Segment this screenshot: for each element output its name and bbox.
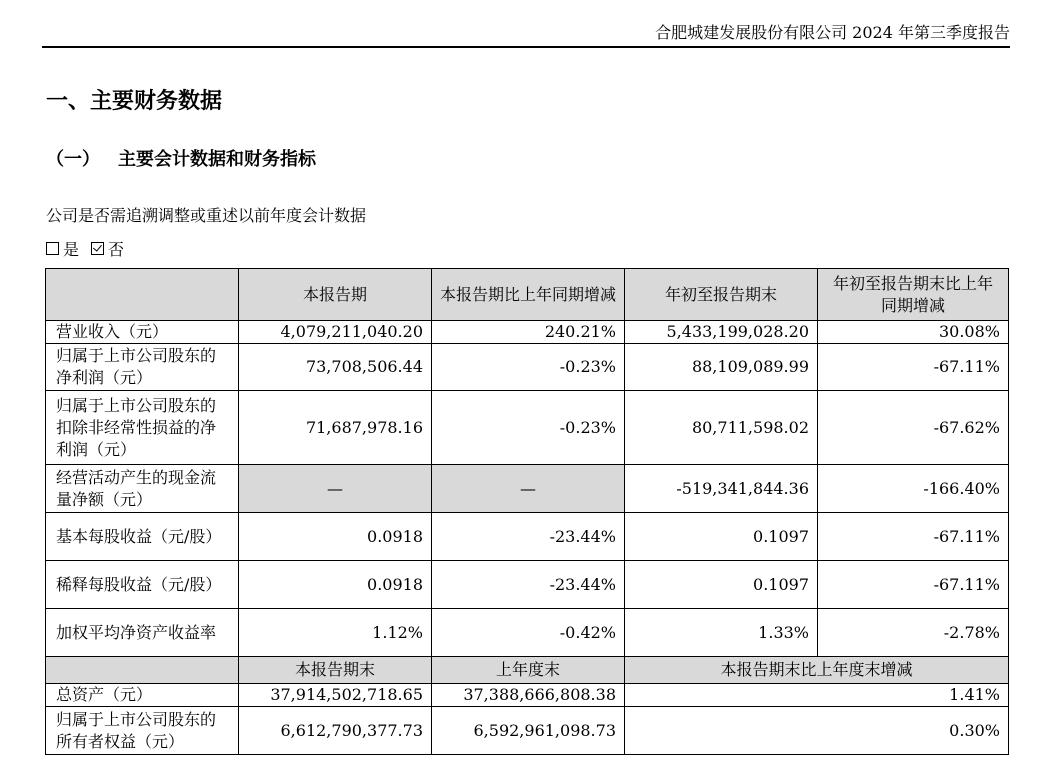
checkbox-no[interactable]: [91, 242, 104, 255]
row-label: 稀释每股收益（元/股）: [46, 561, 239, 609]
cell-value: -67.11%: [818, 344, 1009, 391]
cell-value: -0.42%: [432, 609, 625, 657]
cell-value: 37,388,666,808.38: [432, 684, 625, 707]
cell-value: 37,914,502,718.65: [239, 684, 432, 707]
cell-value: -67.62%: [818, 391, 1009, 465]
row-label: 总资产（元）: [46, 684, 239, 707]
cell-value: 71,687,978.16: [239, 391, 432, 465]
financial-data-table: [45, 268, 1009, 755]
row-label: 经营活动产生的现金流量净额（元）: [46, 465, 239, 513]
row-label: 营业收入（元）: [46, 321, 239, 344]
table-row: [46, 344, 1009, 391]
table-row: [46, 609, 1009, 657]
row-label: 归属于上市公司股东的扣除非经常性损益的净利润（元）: [46, 391, 239, 465]
table-row: [46, 707, 1009, 755]
table-row: [46, 561, 1009, 609]
cell-value: 0.1097: [625, 561, 818, 609]
cell-value: 1.33%: [625, 609, 818, 657]
table-row: [46, 391, 1009, 465]
table-row: [46, 684, 1009, 707]
restatement-question: 公司是否需追溯调整或重述以前年度会计数据: [46, 206, 367, 225]
cell-value: 0.0918: [239, 561, 432, 609]
table-row: [46, 321, 1009, 344]
option-no-label: 否: [108, 240, 125, 259]
cell-value: -166.40%: [818, 465, 1009, 513]
row-label: 基本每股收益（元/股）: [46, 513, 239, 561]
cell-value: -67.11%: [818, 513, 1009, 561]
cell-value: 6,612,790,377.73: [239, 707, 432, 755]
subsection-number: （一）: [46, 149, 100, 170]
cell-value-na: —: [239, 465, 432, 513]
col-header: 年初至报告期末比上年同期增减: [818, 269, 1009, 321]
table-subheader-row: [46, 657, 1009, 684]
col-header: 本报告期末: [239, 657, 432, 684]
cell-value-na: —: [432, 465, 625, 513]
col-header: 本报告期末比上年度末增减: [625, 657, 1009, 684]
option-yes-label: 是: [63, 240, 80, 259]
cell-value: 6,592,961,098.73: [432, 707, 625, 755]
cell-value: 0.1097: [625, 513, 818, 561]
cell-value: 5,433,199,028.20: [625, 321, 818, 344]
subsection-title: [46, 145, 316, 171]
table-corner-cell: [46, 269, 239, 321]
subheader-corner-cell: [46, 657, 239, 684]
cell-value: 0.30%: [625, 707, 1009, 755]
row-label: 归属于上市公司股东的所有者权益（元）: [46, 707, 239, 755]
cell-value: 73,708,506.44: [239, 344, 432, 391]
table-row: [46, 465, 1009, 513]
subsection-text: 主要会计数据和财务指标: [118, 149, 316, 170]
row-label: 加权平均净资产收益率: [46, 609, 239, 657]
cell-value: -519,341,844.36: [625, 465, 818, 513]
restatement-options: [46, 237, 124, 260]
cell-value: 1.12%: [239, 609, 432, 657]
cell-value: -23.44%: [432, 513, 625, 561]
cell-value: -0.23%: [432, 391, 625, 465]
table-header-row: [46, 269, 1009, 321]
checkbox-yes[interactable]: [46, 242, 59, 255]
cell-value: -67.11%: [818, 561, 1009, 609]
cell-value: 80,711,598.02: [625, 391, 818, 465]
cell-value: -0.23%: [432, 344, 625, 391]
cell-value: 4,079,211,040.20: [239, 321, 432, 344]
cell-value: 0.0918: [239, 513, 432, 561]
cell-value: -2.78%: [818, 609, 1009, 657]
cell-value: 88,109,089.99: [625, 344, 818, 391]
cell-value: 30.08%: [818, 321, 1009, 344]
col-header: 本报告期比上年同期增减: [432, 269, 625, 321]
page-header: 合肥城建发展股份有限公司 2024 年第三季度报告: [42, 22, 1010, 48]
cell-value: 240.21%: [432, 321, 625, 344]
cell-value: 1.41%: [625, 684, 1009, 707]
col-header: 年初至报告期末: [625, 269, 818, 321]
cell-value: -23.44%: [432, 561, 625, 609]
col-header: 本报告期: [239, 269, 432, 321]
row-label: 归属于上市公司股东的净利润（元）: [46, 344, 239, 391]
table-row: [46, 513, 1009, 561]
section-title: 一、主要财务数据: [46, 88, 223, 114]
col-header: 上年度末: [432, 657, 625, 684]
